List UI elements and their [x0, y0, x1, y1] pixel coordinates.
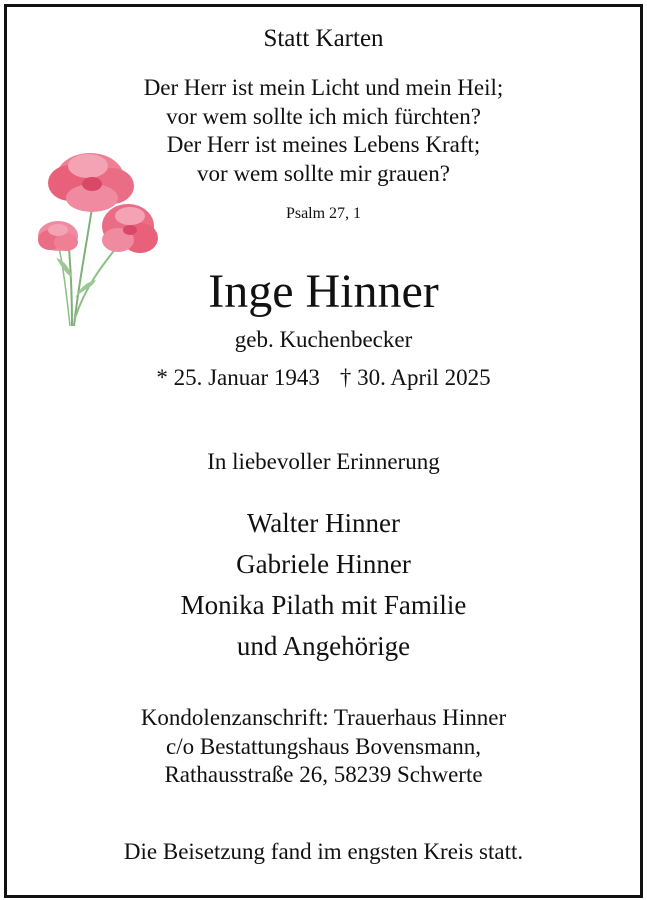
verse-line: vor wem sollte ich mich fürchten? — [166, 103, 481, 129]
closing-note: Die Beisetzung fand im engsten Kreis statt. — [123, 839, 524, 864]
memorial-intro: In liebevoller Erinnerung — [207, 449, 440, 474]
mourner-name: Gabriele Hinner — [236, 549, 411, 579]
birth-date: * 25. Januar 1943 — [156, 365, 320, 390]
bible-verse — [0, 74, 647, 188]
address-line: c/o Bestattungshaus Bovensmann, — [166, 733, 481, 759]
death-date: † 30. April 2025 — [339, 365, 491, 390]
address-line: Rathausstraße 26, 58239 Schwerte — [164, 762, 483, 787]
condolence-address — [0, 704, 647, 790]
deceased-name: Inge Hinner — [208, 265, 439, 318]
life-dates — [0, 366, 647, 389]
birth-name: geb. Kuchenbecker — [234, 327, 413, 352]
mourner-name: Monika Pilath mit Familie — [180, 590, 467, 620]
verse-line: Der Herr ist mein Licht und mein Heil; — [143, 75, 504, 100]
mourners-list — [0, 503, 647, 667]
verse-line: vor wem sollte mir grauen? — [197, 160, 450, 186]
address-line: Kondolenzanschrift: Trauerhaus Hinner — [140, 705, 507, 730]
mourner-name: und Angehörige — [236, 631, 411, 661]
header-statt-karten: Statt Karten — [263, 25, 384, 52]
mourner-name: Walter Hinner — [246, 508, 400, 538]
verse-source: Psalm 27, 1 — [285, 205, 362, 222]
verse-line: Der Herr ist meines Lebens Kraft; — [166, 132, 481, 157]
